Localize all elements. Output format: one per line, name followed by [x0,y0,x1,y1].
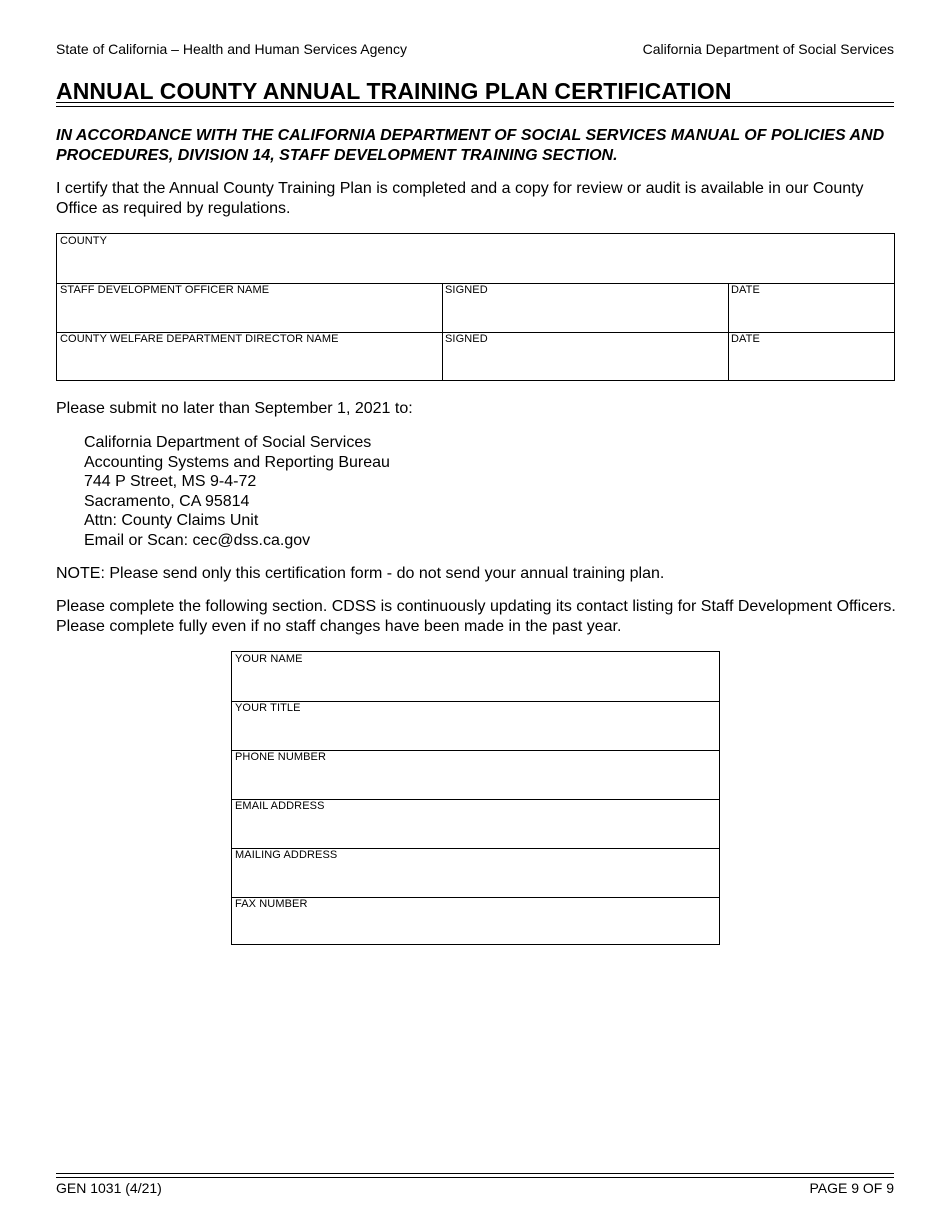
page-subtitle: IN ACCORDANCE WITH THE CALIFORNIA DEPARTMENT OF SOCIAL SERVICES MANUAL OF POLICIES AND PROCEDURES, DIVISION 14, STAFF DEVELOPMENT TRAINING SECTION. [56,127,885,164]
director-signed-field[interactable] [442,332,728,380]
address-line: California Department of Social Services [84,434,372,451]
sdo-signed-field[interactable] [442,283,728,332]
your-title-field[interactable] [232,701,719,750]
certification-table [56,233,895,381]
fax-number-label: FAX NUMBER [235,898,308,910]
sdo-date-field[interactable] [728,283,894,332]
table-divider [442,283,443,380]
sdo-name-label: STAFF DEVELOPMENT OFFICER NAME [60,284,270,296]
email-address-field[interactable] [232,799,719,848]
contact-instructions: Please complete the following section. CDSS is continuously updating its contact listing for Staff Development Officers. Please complete fully even if no staff changes have been made in the past year. [56,598,896,635]
contact-table [231,651,720,945]
county-label: COUNTY [60,235,108,247]
sdo-date-label: DATE [731,284,760,296]
fax-number-field[interactable] [232,897,719,944]
title-divider [56,106,894,107]
county-field[interactable] [57,234,894,283]
page-number: PAGE 9 OF 9 [809,1180,894,1196]
certification-statement: I certify that the Annual County Training Plan is completed and a copy for review or audit is available in our County Office as required by regulations. [56,180,864,217]
sdo-name-field[interactable] [57,283,442,332]
agency-header: State of California – Health and Human Services Agency [56,41,407,57]
address-line: Accounting Systems and Reporting Bureau [84,453,390,471]
address-email-line: Email or Scan: cec@dss.ca.gov [84,531,311,549]
director-date-field[interactable] [728,332,894,380]
table-divider [728,283,729,380]
email-address-label: EMAIL ADDRESS [235,800,325,812]
director-signed-label: SIGNED [445,333,488,345]
title-divider [56,102,894,103]
mailing-address-label: MAILING ADDRESS [235,849,338,861]
your-name-field[interactable] [232,652,719,701]
your-name-label: YOUR NAME [235,653,303,665]
address-line: Sacramento, CA 95814 [84,492,250,510]
footer-divider [56,1173,894,1174]
mailing-address-field[interactable] [232,848,719,897]
department-header: California Department of Social Services [642,41,894,57]
note-text: NOTE: Please send only this certification form - do not send your annual training plan. [56,565,665,582]
your-title-label: YOUR TITLE [235,702,301,714]
submit-deadline: Please submit no later than September 1, 2021 to: [56,400,413,417]
page-title: ANNUAL COUNTY ANNUAL TRAINING PLAN CERTIFICATION [56,78,732,104]
form-id: GEN 1031 (4/21) [56,1180,162,1196]
director-name-field[interactable] [57,332,442,380]
phone-number-label: PHONE NUMBER [235,751,327,763]
sdo-signed-label: SIGNED [445,284,488,296]
address-line: Attn: County Claims Unit [84,512,259,529]
footer-divider [56,1177,894,1178]
director-name-label: COUNTY WELFARE DEPARTMENT DIRECTOR NAME [60,333,339,345]
phone-number-field[interactable] [232,750,719,799]
address-line: 744 P Street, MS 9-4-72 [84,473,257,490]
mailing-address-block [84,433,390,550]
director-date-label: DATE [731,333,760,345]
